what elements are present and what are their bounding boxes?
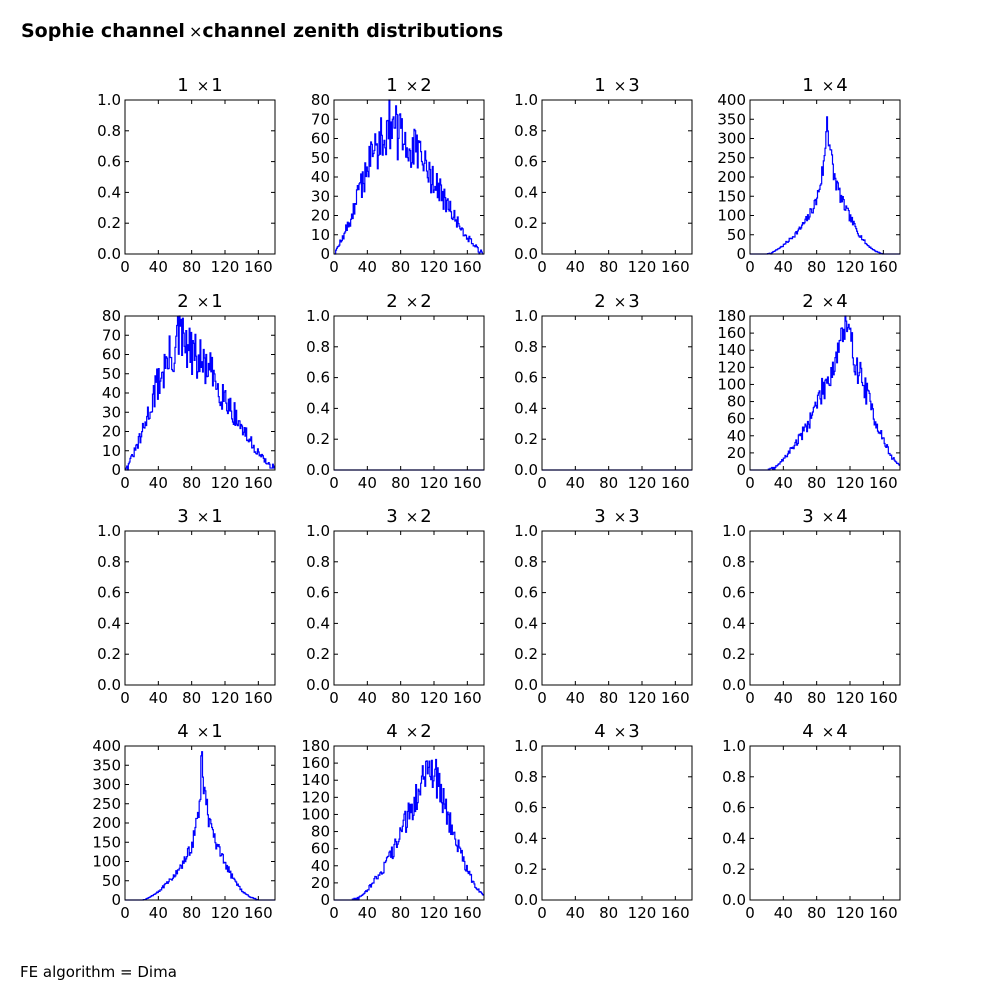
y-tick-label: 0 — [111, 461, 121, 479]
y-tick-label: 0.6 — [722, 583, 746, 602]
x-tick-label: 40 — [565, 474, 585, 492]
subplot-title-times: × — [613, 293, 627, 311]
x-tick-label: 0 — [537, 689, 547, 707]
y-tick-label: 1.0 — [306, 522, 330, 540]
subplot-title-times: × — [821, 723, 835, 741]
y-tick-label: 0.4 — [514, 399, 538, 418]
y-tick-label: 0.2 — [722, 645, 746, 664]
x-tick-label: 160 — [661, 904, 690, 922]
subplot-title-row: 3 — [177, 506, 189, 527]
x-tick-label: 0 — [120, 258, 130, 276]
y-tick-label: 1.0 — [97, 522, 121, 540]
subplot-title — [177, 721, 222, 742]
subplot-title-row: 4 — [386, 721, 398, 742]
y-tick-label: 120 — [717, 358, 746, 377]
y-tick-label: 250 — [717, 148, 746, 167]
y-tick-label: 1.0 — [722, 522, 746, 540]
x-tick-label: 120 — [210, 474, 240, 492]
subplot-title-times: × — [613, 77, 627, 95]
x-tick-label: 0 — [745, 689, 755, 707]
y-tick-label: 0.0 — [97, 245, 121, 263]
subplot-title-row: 3 — [802, 506, 814, 527]
y-tick-label: 0.6 — [306, 583, 330, 602]
x-tick-label: 120 — [419, 258, 449, 276]
y-tick-label: 100 — [92, 852, 121, 871]
y-tick-label: 0.8 — [306, 337, 330, 356]
y-tick-label: 0.4 — [722, 614, 746, 633]
x-tick-label: 120 — [627, 904, 657, 922]
y-tick-label: 0.0 — [97, 676, 121, 694]
subplot-title-times: × — [196, 508, 210, 526]
subplot-title-times: × — [196, 293, 210, 311]
x-tick-label: 80 — [807, 904, 827, 922]
y-tick-label: 0.2 — [514, 430, 538, 449]
y-tick-label: 180 — [717, 307, 746, 325]
y-tick-label: 0.4 — [514, 614, 538, 633]
x-tick-label: 40 — [148, 689, 168, 707]
y-tick-label: 180 — [301, 737, 330, 755]
y-tick-label: 250 — [92, 794, 121, 813]
subplot-title-times: × — [821, 77, 835, 95]
y-tick-label: 350 — [717, 110, 746, 129]
x-tick-label: 160 — [869, 474, 898, 492]
x-tick-label: 40 — [357, 904, 377, 922]
x-tick-label: 40 — [565, 689, 585, 707]
y-tick-label: 0.2 — [514, 645, 538, 664]
subplot-title-times: × — [613, 723, 627, 741]
y-tick-label: 1.0 — [514, 522, 538, 540]
subplot-title-col: 4 — [836, 721, 848, 742]
y-tick-label: 120 — [301, 788, 330, 807]
y-tick-label: 0.4 — [306, 399, 330, 418]
subplot-title-col: 3 — [628, 75, 640, 96]
y-tick-label: 0.8 — [722, 767, 746, 786]
y-tick-label: 0.4 — [97, 183, 121, 202]
y-tick-label: 0.6 — [722, 798, 746, 817]
y-tick-label: 100 — [717, 375, 746, 394]
subplot-title — [386, 721, 431, 742]
y-tick-label: 20 — [101, 422, 121, 441]
subplot-title-row: 1 — [386, 75, 398, 96]
y-tick-label: 60 — [310, 839, 330, 858]
x-tick-label: 160 — [453, 904, 482, 922]
y-tick-label: 0 — [320, 891, 330, 909]
x-tick-label: 0 — [745, 904, 755, 922]
x-tick-label: 120 — [210, 689, 240, 707]
x-tick-label: 160 — [869, 904, 898, 922]
y-tick-label: 0.0 — [514, 676, 538, 694]
subplot-title — [177, 75, 222, 96]
y-tick-label: 0.8 — [306, 552, 330, 571]
x-tick-label: 40 — [773, 474, 793, 492]
y-tick-label: 0 — [736, 245, 746, 263]
x-tick-label: 80 — [807, 689, 827, 707]
figure-title: Sophie channel ×channel zenith distributions — [21, 20, 504, 42]
y-tick-label: 0.6 — [514, 583, 538, 602]
subplot-title — [594, 721, 639, 742]
y-tick-label: 1.0 — [514, 91, 538, 109]
subplot-title-row: 4 — [177, 721, 189, 742]
subplot-title-col: 4 — [836, 291, 848, 312]
subplot-title — [802, 721, 847, 742]
subplot-title-row: 4 — [594, 721, 606, 742]
y-tick-label: 1.0 — [97, 91, 121, 109]
y-tick-label: 70 — [310, 110, 330, 129]
x-tick-label: 80 — [391, 904, 411, 922]
y-tick-label: 0.4 — [306, 614, 330, 633]
y-tick-label: 80 — [310, 822, 330, 841]
y-tick-label: 30 — [310, 187, 330, 206]
y-tick-label: 0.4 — [514, 829, 538, 848]
x-tick-label: 0 — [745, 258, 755, 276]
y-tick-label: 0 — [320, 245, 330, 263]
x-tick-label: 80 — [807, 258, 827, 276]
subplot-title — [594, 291, 639, 312]
y-tick-label: 0.6 — [514, 152, 538, 171]
subplot-title — [177, 291, 222, 312]
y-tick-label: 0.6 — [514, 798, 538, 817]
subplot-title — [594, 506, 639, 527]
x-tick-label: 0 — [537, 904, 547, 922]
x-tick-label: 80 — [182, 904, 202, 922]
subplot-title-times: × — [405, 508, 419, 526]
y-tick-label: 0.0 — [722, 891, 746, 909]
x-tick-label: 80 — [807, 474, 827, 492]
y-tick-label: 0.0 — [514, 245, 538, 263]
x-tick-label: 0 — [537, 258, 547, 276]
subplot-title — [177, 506, 222, 527]
y-tick-label: 0.2 — [97, 645, 121, 664]
subplot-title — [802, 75, 847, 96]
x-tick-label: 160 — [453, 474, 482, 492]
subplot-title-col: 4 — [836, 506, 848, 527]
subplot-title-row: 2 — [386, 291, 398, 312]
y-tick-label: 160 — [717, 324, 746, 343]
x-tick-label: 120 — [835, 258, 865, 276]
subplot-title-col: 3 — [628, 291, 640, 312]
y-tick-label: 400 — [717, 91, 746, 109]
y-tick-label: 0.0 — [306, 461, 330, 479]
x-tick-label: 120 — [419, 689, 449, 707]
subplot-title — [802, 506, 847, 527]
subplot-title-col: 2 — [420, 721, 432, 742]
x-tick-label: 80 — [391, 258, 411, 276]
y-tick-label: 0.2 — [514, 860, 538, 879]
y-tick-label: 1.0 — [514, 737, 538, 755]
subplot-title-row: 3 — [386, 506, 398, 527]
subplot-title-times: × — [613, 508, 627, 526]
subplot-title-col: 1 — [211, 291, 223, 312]
subplot-title-times: × — [196, 77, 210, 95]
subplot-title-row: 2 — [594, 291, 606, 312]
x-tick-label: 80 — [599, 904, 619, 922]
subplot-title-row: 1 — [802, 75, 814, 96]
x-tick-label: 80 — [599, 474, 619, 492]
x-tick-label: 120 — [627, 474, 657, 492]
x-tick-label: 160 — [661, 689, 690, 707]
subplot-title-col: 4 — [836, 75, 848, 96]
x-tick-label: 40 — [773, 904, 793, 922]
x-tick-label: 160 — [453, 258, 482, 276]
y-tick-label: 0.4 — [722, 829, 746, 848]
subplot-title — [594, 75, 639, 96]
y-tick-label: 0.4 — [514, 183, 538, 202]
x-tick-label: 120 — [835, 689, 865, 707]
y-tick-label: 0.8 — [514, 337, 538, 356]
x-tick-label: 80 — [182, 689, 202, 707]
y-tick-label: 0.2 — [306, 645, 330, 664]
x-tick-label: 0 — [329, 258, 339, 276]
y-tick-label: 80 — [101, 307, 121, 325]
x-tick-label: 80 — [391, 689, 411, 707]
x-tick-label: 40 — [357, 474, 377, 492]
y-tick-label: 50 — [101, 364, 121, 383]
y-tick-label: 160 — [301, 754, 330, 773]
x-tick-label: 80 — [599, 258, 619, 276]
y-tick-label: 0.6 — [97, 152, 121, 171]
x-tick-label: 160 — [244, 258, 273, 276]
y-tick-label: 20 — [310, 206, 330, 225]
y-tick-label: 10 — [310, 225, 330, 244]
subplot-title-times: × — [405, 723, 419, 741]
x-tick-label: 80 — [391, 474, 411, 492]
x-tick-label: 120 — [835, 474, 865, 492]
subplot-title-times: × — [821, 508, 835, 526]
x-tick-label: 160 — [244, 474, 273, 492]
y-tick-label: 0 — [111, 891, 121, 909]
subplot-title-col: 1 — [211, 506, 223, 527]
x-tick-label: 80 — [599, 689, 619, 707]
x-tick-label: 160 — [661, 258, 690, 276]
subplot-title-row: 1 — [177, 75, 189, 96]
y-tick-label: 1.0 — [306, 307, 330, 325]
y-tick-label: 1.0 — [514, 307, 538, 325]
y-tick-label: 0.6 — [97, 583, 121, 602]
subplot-title-times: × — [821, 293, 835, 311]
subplot-title-row: 2 — [177, 291, 189, 312]
y-tick-label: 0.0 — [514, 461, 538, 479]
y-tick-label: 40 — [101, 384, 121, 402]
subplot-title-col: 3 — [628, 506, 640, 527]
subplot-title-col: 1 — [211, 75, 223, 96]
x-tick-label: 40 — [565, 904, 585, 922]
y-tick-label: 50 — [726, 225, 746, 244]
x-tick-label: 120 — [210, 904, 240, 922]
x-tick-label: 160 — [244, 904, 273, 922]
subplot-title-row: 3 — [594, 506, 606, 527]
y-tick-label: 20 — [726, 443, 746, 462]
y-tick-label: 150 — [717, 187, 746, 206]
y-tick-label: 80 — [310, 91, 330, 109]
x-tick-label: 80 — [182, 474, 202, 492]
subplot-title-row: 2 — [802, 291, 814, 312]
x-tick-label: 0 — [120, 474, 130, 492]
x-tick-label: 0 — [329, 689, 339, 707]
y-tick-label: 0.8 — [514, 121, 538, 140]
y-tick-label: 1.0 — [722, 737, 746, 755]
y-tick-label: 60 — [310, 129, 330, 148]
y-tick-label: 0.8 — [514, 767, 538, 786]
y-tick-label: 40 — [310, 856, 330, 875]
x-tick-label: 120 — [627, 689, 657, 707]
y-tick-label: 0.8 — [722, 552, 746, 571]
y-tick-label: 0.8 — [514, 552, 538, 571]
subplot-title-col: 2 — [420, 506, 432, 527]
x-tick-label: 40 — [357, 258, 377, 276]
y-tick-label: 80 — [726, 392, 746, 411]
y-tick-label: 0.6 — [514, 368, 538, 387]
y-tick-label: 0.8 — [97, 552, 121, 571]
subplot-title-row: 1 — [594, 75, 606, 96]
y-tick-label: 60 — [726, 409, 746, 428]
x-tick-label: 0 — [329, 474, 339, 492]
x-tick-label: 160 — [453, 689, 482, 707]
subplot-title — [386, 506, 431, 527]
y-tick-label: 50 — [310, 148, 330, 167]
y-tick-label: 0.2 — [97, 214, 121, 233]
x-tick-label: 120 — [210, 258, 240, 276]
y-tick-label: 400 — [92, 737, 121, 755]
y-tick-label: 0.2 — [722, 860, 746, 879]
y-tick-label: 0.2 — [514, 214, 538, 233]
y-tick-label: 350 — [92, 756, 121, 775]
x-tick-label: 40 — [148, 258, 168, 276]
y-tick-label: 140 — [717, 341, 746, 360]
x-tick-label: 40 — [148, 904, 168, 922]
y-tick-label: 0.0 — [722, 676, 746, 694]
subplot-title-col: 2 — [420, 291, 432, 312]
subplot-title — [386, 75, 431, 96]
y-tick-label: 0 — [736, 461, 746, 479]
x-tick-label: 120 — [627, 258, 657, 276]
x-tick-label: 0 — [537, 474, 547, 492]
x-tick-label: 0 — [745, 474, 755, 492]
subplot-title — [802, 291, 847, 312]
y-tick-label: 0.0 — [306, 676, 330, 694]
x-tick-label: 120 — [419, 474, 449, 492]
subplot-title-times: × — [405, 77, 419, 95]
x-tick-label: 120 — [419, 904, 449, 922]
y-tick-label: 100 — [301, 805, 330, 824]
subplot-title-row: 4 — [802, 721, 814, 742]
x-tick-label: 160 — [869, 258, 898, 276]
y-tick-label: 100 — [717, 206, 746, 225]
y-tick-label: 300 — [92, 775, 121, 794]
x-tick-label: 0 — [329, 904, 339, 922]
y-tick-label: 40 — [726, 426, 746, 445]
footnote: FE algorithm = Dima — [20, 963, 177, 981]
y-tick-label: 40 — [310, 168, 330, 186]
y-tick-label: 0.8 — [97, 121, 121, 140]
y-tick-label: 0.0 — [514, 891, 538, 909]
y-tick-label: 150 — [92, 833, 121, 852]
y-tick-label: 0.2 — [306, 430, 330, 449]
subplot-title-times: × — [405, 293, 419, 311]
y-tick-label: 300 — [717, 129, 746, 148]
y-tick-label: 140 — [301, 771, 330, 790]
y-tick-label: 10 — [101, 441, 121, 460]
y-tick-label: 20 — [310, 873, 330, 892]
subplot-title-times: × — [196, 723, 210, 741]
x-tick-label: 0 — [120, 689, 130, 707]
x-tick-label: 40 — [773, 258, 793, 276]
y-tick-label: 50 — [101, 871, 121, 890]
subplot-title-col: 1 — [211, 721, 223, 742]
x-tick-label: 160 — [661, 474, 690, 492]
x-tick-label: 80 — [182, 258, 202, 276]
x-tick-label: 40 — [148, 474, 168, 492]
y-tick-label: 200 — [92, 814, 121, 832]
y-tick-label: 0.4 — [97, 614, 121, 633]
subplot-title — [386, 291, 431, 312]
x-tick-label: 40 — [773, 689, 793, 707]
y-tick-label: 60 — [101, 345, 121, 364]
x-tick-label: 160 — [244, 689, 273, 707]
subplot-title-col: 2 — [420, 75, 432, 96]
y-tick-label: 0.6 — [306, 368, 330, 387]
x-tick-label: 40 — [565, 258, 585, 276]
x-tick-label: 120 — [835, 904, 865, 922]
y-tick-label: 200 — [717, 168, 746, 186]
x-tick-label: 160 — [869, 689, 898, 707]
x-tick-label: 0 — [120, 904, 130, 922]
y-tick-label: 70 — [101, 326, 121, 345]
subplot-title-col: 3 — [628, 721, 640, 742]
x-tick-label: 40 — [357, 689, 377, 707]
y-tick-label: 30 — [101, 403, 121, 422]
